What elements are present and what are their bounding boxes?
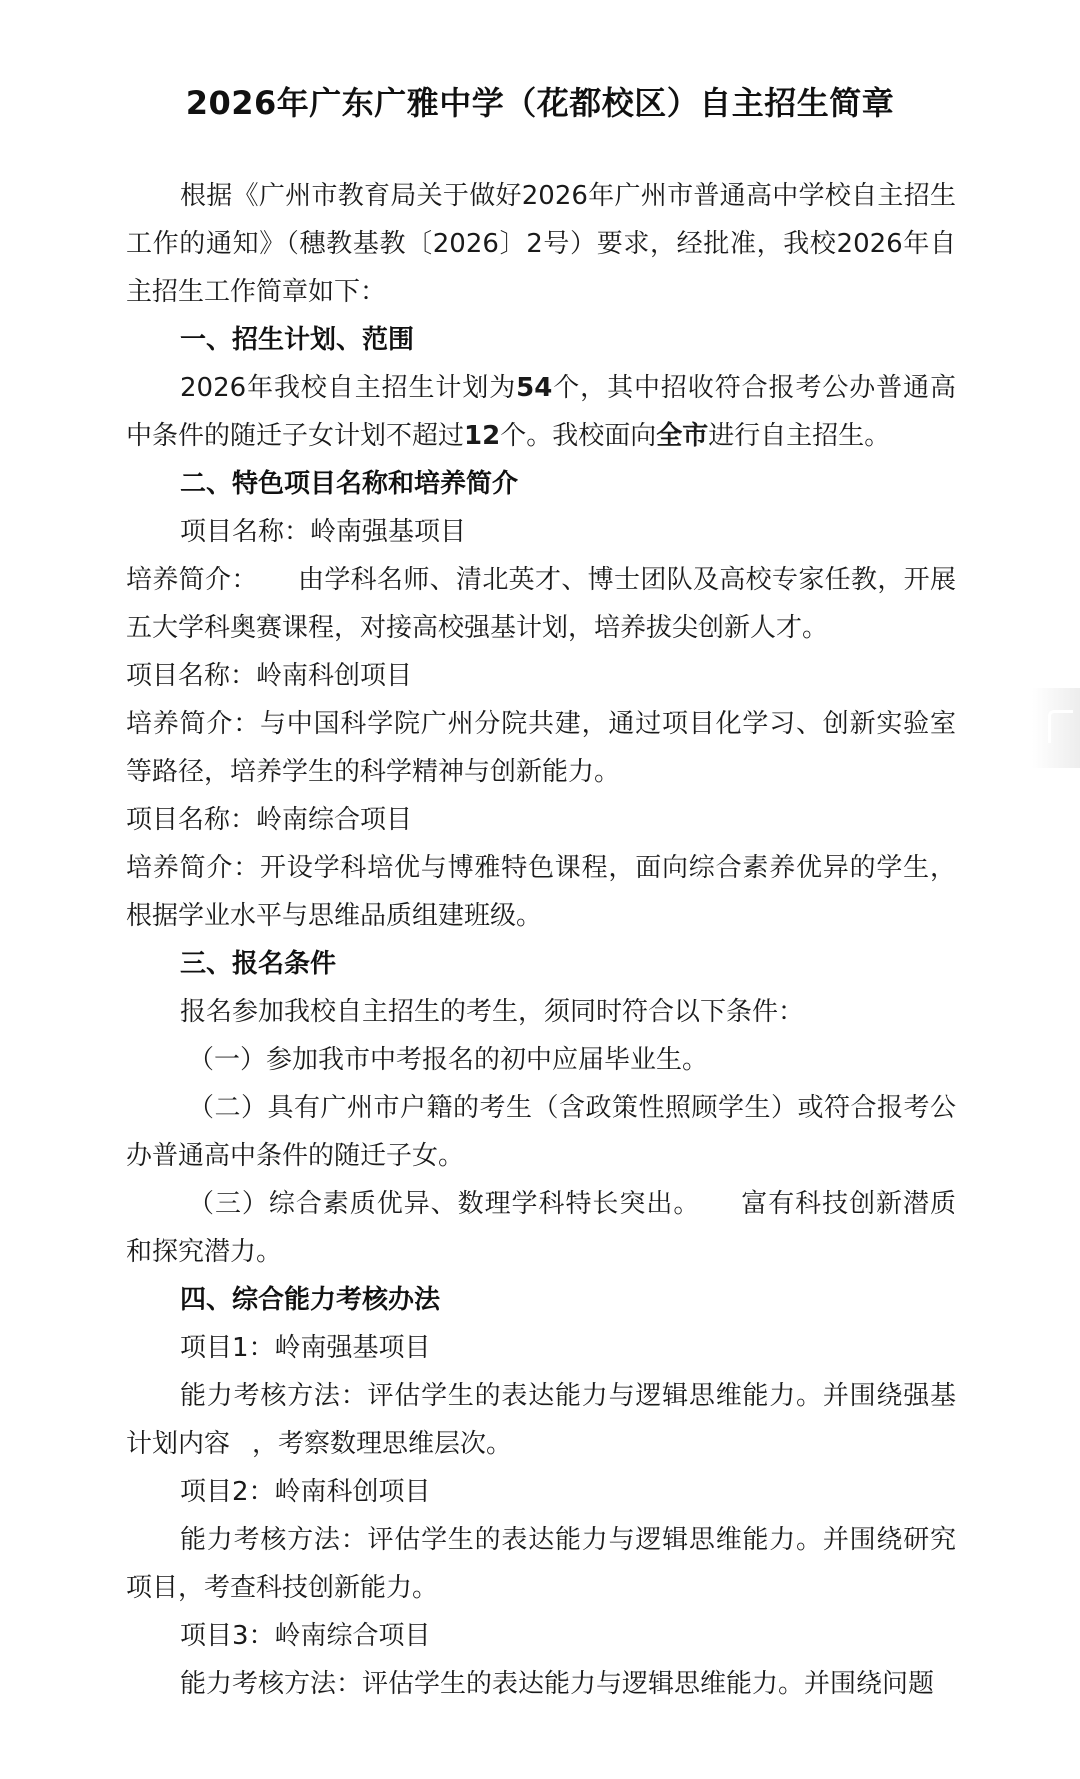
- assessment-method-1-a: 能力考核方法：评估学生的表达能力与逻辑思维能力。并围绕强基计划内容: [126, 1381, 956, 1459]
- project-name-2: 项目名称：岭南科创项目: [126, 661, 413, 691]
- intro-paragraph: 根据《广州市教育局关于做好2026年广州市普通高中学校自主招生工作的通知》（穗教基教〔2026〕2号）要求，经批准，我校2026年自主招生工作简章如下：: [126, 181, 956, 307]
- assessment-project-1: 项目1：岭南强基项目: [180, 1333, 431, 1363]
- project-name-3: 项目名称：岭南综合项目: [126, 805, 413, 835]
- document-body: [126, 172, 956, 1708]
- corner-bracket-icon: [1032, 688, 1080, 768]
- project-intro-text-1: 由学科名师、清北英才、博士团队及高校专家任教，开展五大学科奥赛课程，对接高校强基计划，培养拔尖创新人才。: [126, 565, 956, 643]
- assessment-project-3: 项目3：岭南综合项目: [180, 1621, 431, 1651]
- section-heading-1: 一、招生计划、范围: [180, 325, 415, 355]
- project-intro-1: [126, 556, 956, 652]
- project-intro-label-1: 培养简介：: [126, 565, 258, 595]
- section-heading-2: 二、特色项目名称和培养简介: [180, 469, 519, 499]
- assessment-project-2: 项目2：岭南科创项目: [180, 1477, 431, 1507]
- plan-count: 54: [516, 373, 553, 403]
- project-name-1: 项目名称：岭南强基项目: [180, 517, 467, 547]
- enrollment-plan-paragraph: [126, 364, 956, 460]
- section-heading-4: 四、综合能力考核办法: [180, 1285, 441, 1315]
- plan-text-a: 2026年我校自主招生计划为: [180, 373, 517, 403]
- conditions-lead: 报名参加我校自主招生的考生，须同时符合以下条件：: [180, 997, 805, 1027]
- condition-item-1: （一）参加我市中考报名的初中应届毕业生。: [188, 1045, 709, 1075]
- condition-item-2: （二）具有广州市户籍的考生（含政策性照顾学生）或符合报考公办普通高中条件的随迁子女。: [126, 1093, 956, 1171]
- migrant-count: 12: [464, 421, 501, 451]
- assessment-method-1-b: ，考察数理思维层次。: [252, 1429, 513, 1459]
- section-heading-3: 三、报名条件: [180, 949, 337, 979]
- assessment-method-1: [126, 1372, 956, 1468]
- condition-item-3-b: 富有科技创新潜质和探究潜力。: [126, 1189, 956, 1267]
- enrollment-scope: 全市: [656, 421, 709, 451]
- project-intro-3: 培养简介：开设学科培优与博雅特色课程，面向综合素养优异的学生，根据学业水平与思维品质组建班级。: [126, 853, 956, 931]
- plan-text-d: 进行自主招生。: [708, 421, 891, 451]
- plan-text-b: 个，其中招收符合报考公办普通高中条件的随迁子女计划不超过: [126, 373, 956, 451]
- assessment-method-2: 能力考核方法：评估学生的表达能力与逻辑思维能力。并围绕研究项目，考查科技创新能力。: [126, 1525, 956, 1603]
- plan-text-c: 个。我校面向: [500, 421, 657, 451]
- condition-item-3-a: （三）综合素质优异、数理学科特长突出。: [188, 1189, 701, 1219]
- condition-item-3: [126, 1180, 956, 1276]
- project-intro-2: 培养简介：与中国科学院广州分院共建，通过项目化学习、创新实验室等路径，培养学生的科学精神与创新能力。: [126, 709, 956, 787]
- assessment-method-3: 能力考核方法：评估学生的表达能力与逻辑思维能力。并围绕问题: [180, 1669, 935, 1699]
- document-title: 2026年广东广雅中学（花都校区）自主招生简章: [185, 84, 895, 122]
